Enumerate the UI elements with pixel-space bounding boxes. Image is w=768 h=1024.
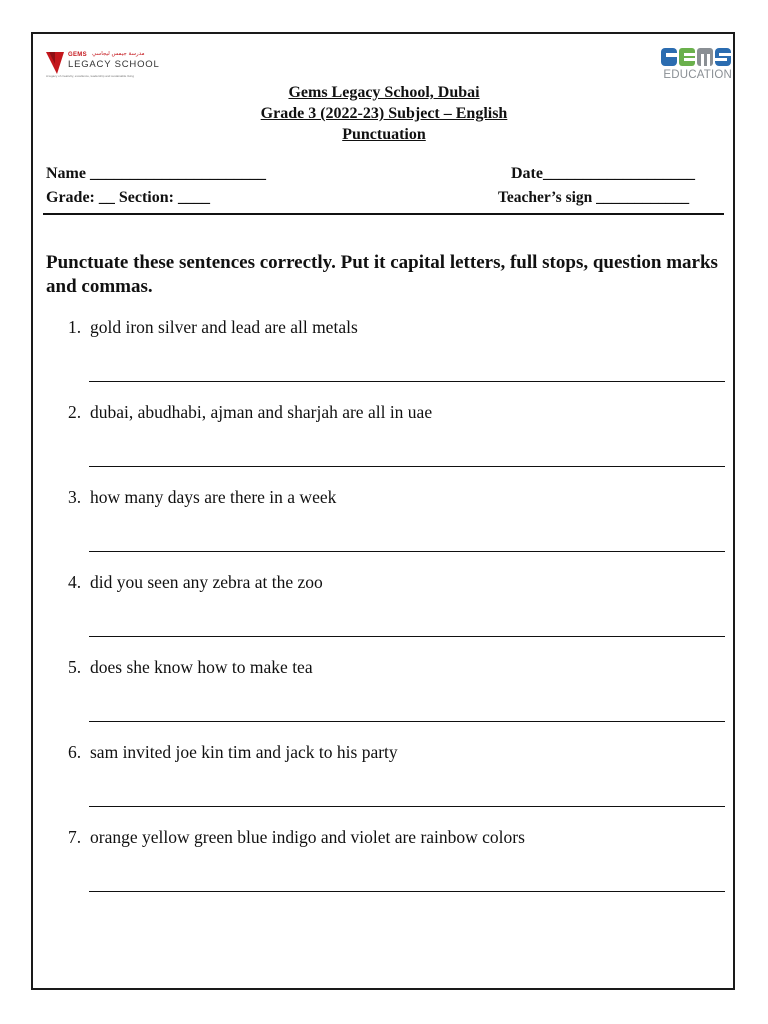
question-item: 6. sam invited joe kin tim and jack to his party	[68, 742, 398, 762]
question-item: 3. how many days are there in a week	[68, 487, 337, 507]
grade-subject-title: Grade 3 (2022-23) Subject – English	[260, 105, 508, 122]
header-divider	[43, 213, 724, 215]
question-item: 2. dubai, abudhabi, ajman and sharjah are all in uae	[68, 402, 433, 422]
name-field[interactable]: Name ______________________	[46, 165, 266, 182]
teacher-sign-field[interactable]: Teacher’s sign ____________	[498, 189, 690, 206]
instruction-text: Punctuate these sentences correctly. Put it capital letters, full stops, question marks and commas.	[46, 252, 718, 297]
answer-line[interactable]	[89, 806, 725, 807]
gems-wordmark-icon	[660, 46, 732, 68]
answer-line[interactable]	[89, 891, 725, 892]
school-logo	[46, 46, 206, 82]
grade-section-field[interactable]: Grade: __ Section: ____	[46, 189, 210, 206]
flame-logo-icon	[46, 50, 64, 74]
school-title: Gems Legacy School, Dubai	[288, 84, 480, 101]
answer-line[interactable]	[89, 466, 725, 467]
question-item: 5. does she know how to make tea	[68, 657, 313, 677]
network-sub-label: EDUCATION	[663, 69, 732, 81]
school-arabic-name: مدرسة جيمس ليجاسي	[92, 51, 145, 57]
topic-title: Punctuation	[342, 126, 426, 143]
question-item: 1. gold iron silver and lead are all metals	[68, 317, 358, 337]
question-item: 7. orange yellow green blue indigo and violet are rainbow colors	[68, 827, 525, 847]
school-name-logo: LEGACY SCHOOL	[68, 59, 160, 70]
answer-line[interactable]	[89, 636, 725, 637]
answer-line[interactable]	[89, 721, 725, 722]
answer-line[interactable]	[89, 551, 725, 552]
question-item: 4. did you seen any zebra at the zoo	[68, 572, 323, 592]
school-tagline: A legacy of creativity, excellence, leadership and sustainable living	[46, 74, 134, 78]
date-field[interactable]: Date___________________	[511, 165, 695, 182]
gems-education-logo	[658, 46, 732, 86]
school-brand: GEMS	[68, 52, 87, 58]
answer-line[interactable]	[89, 381, 725, 382]
